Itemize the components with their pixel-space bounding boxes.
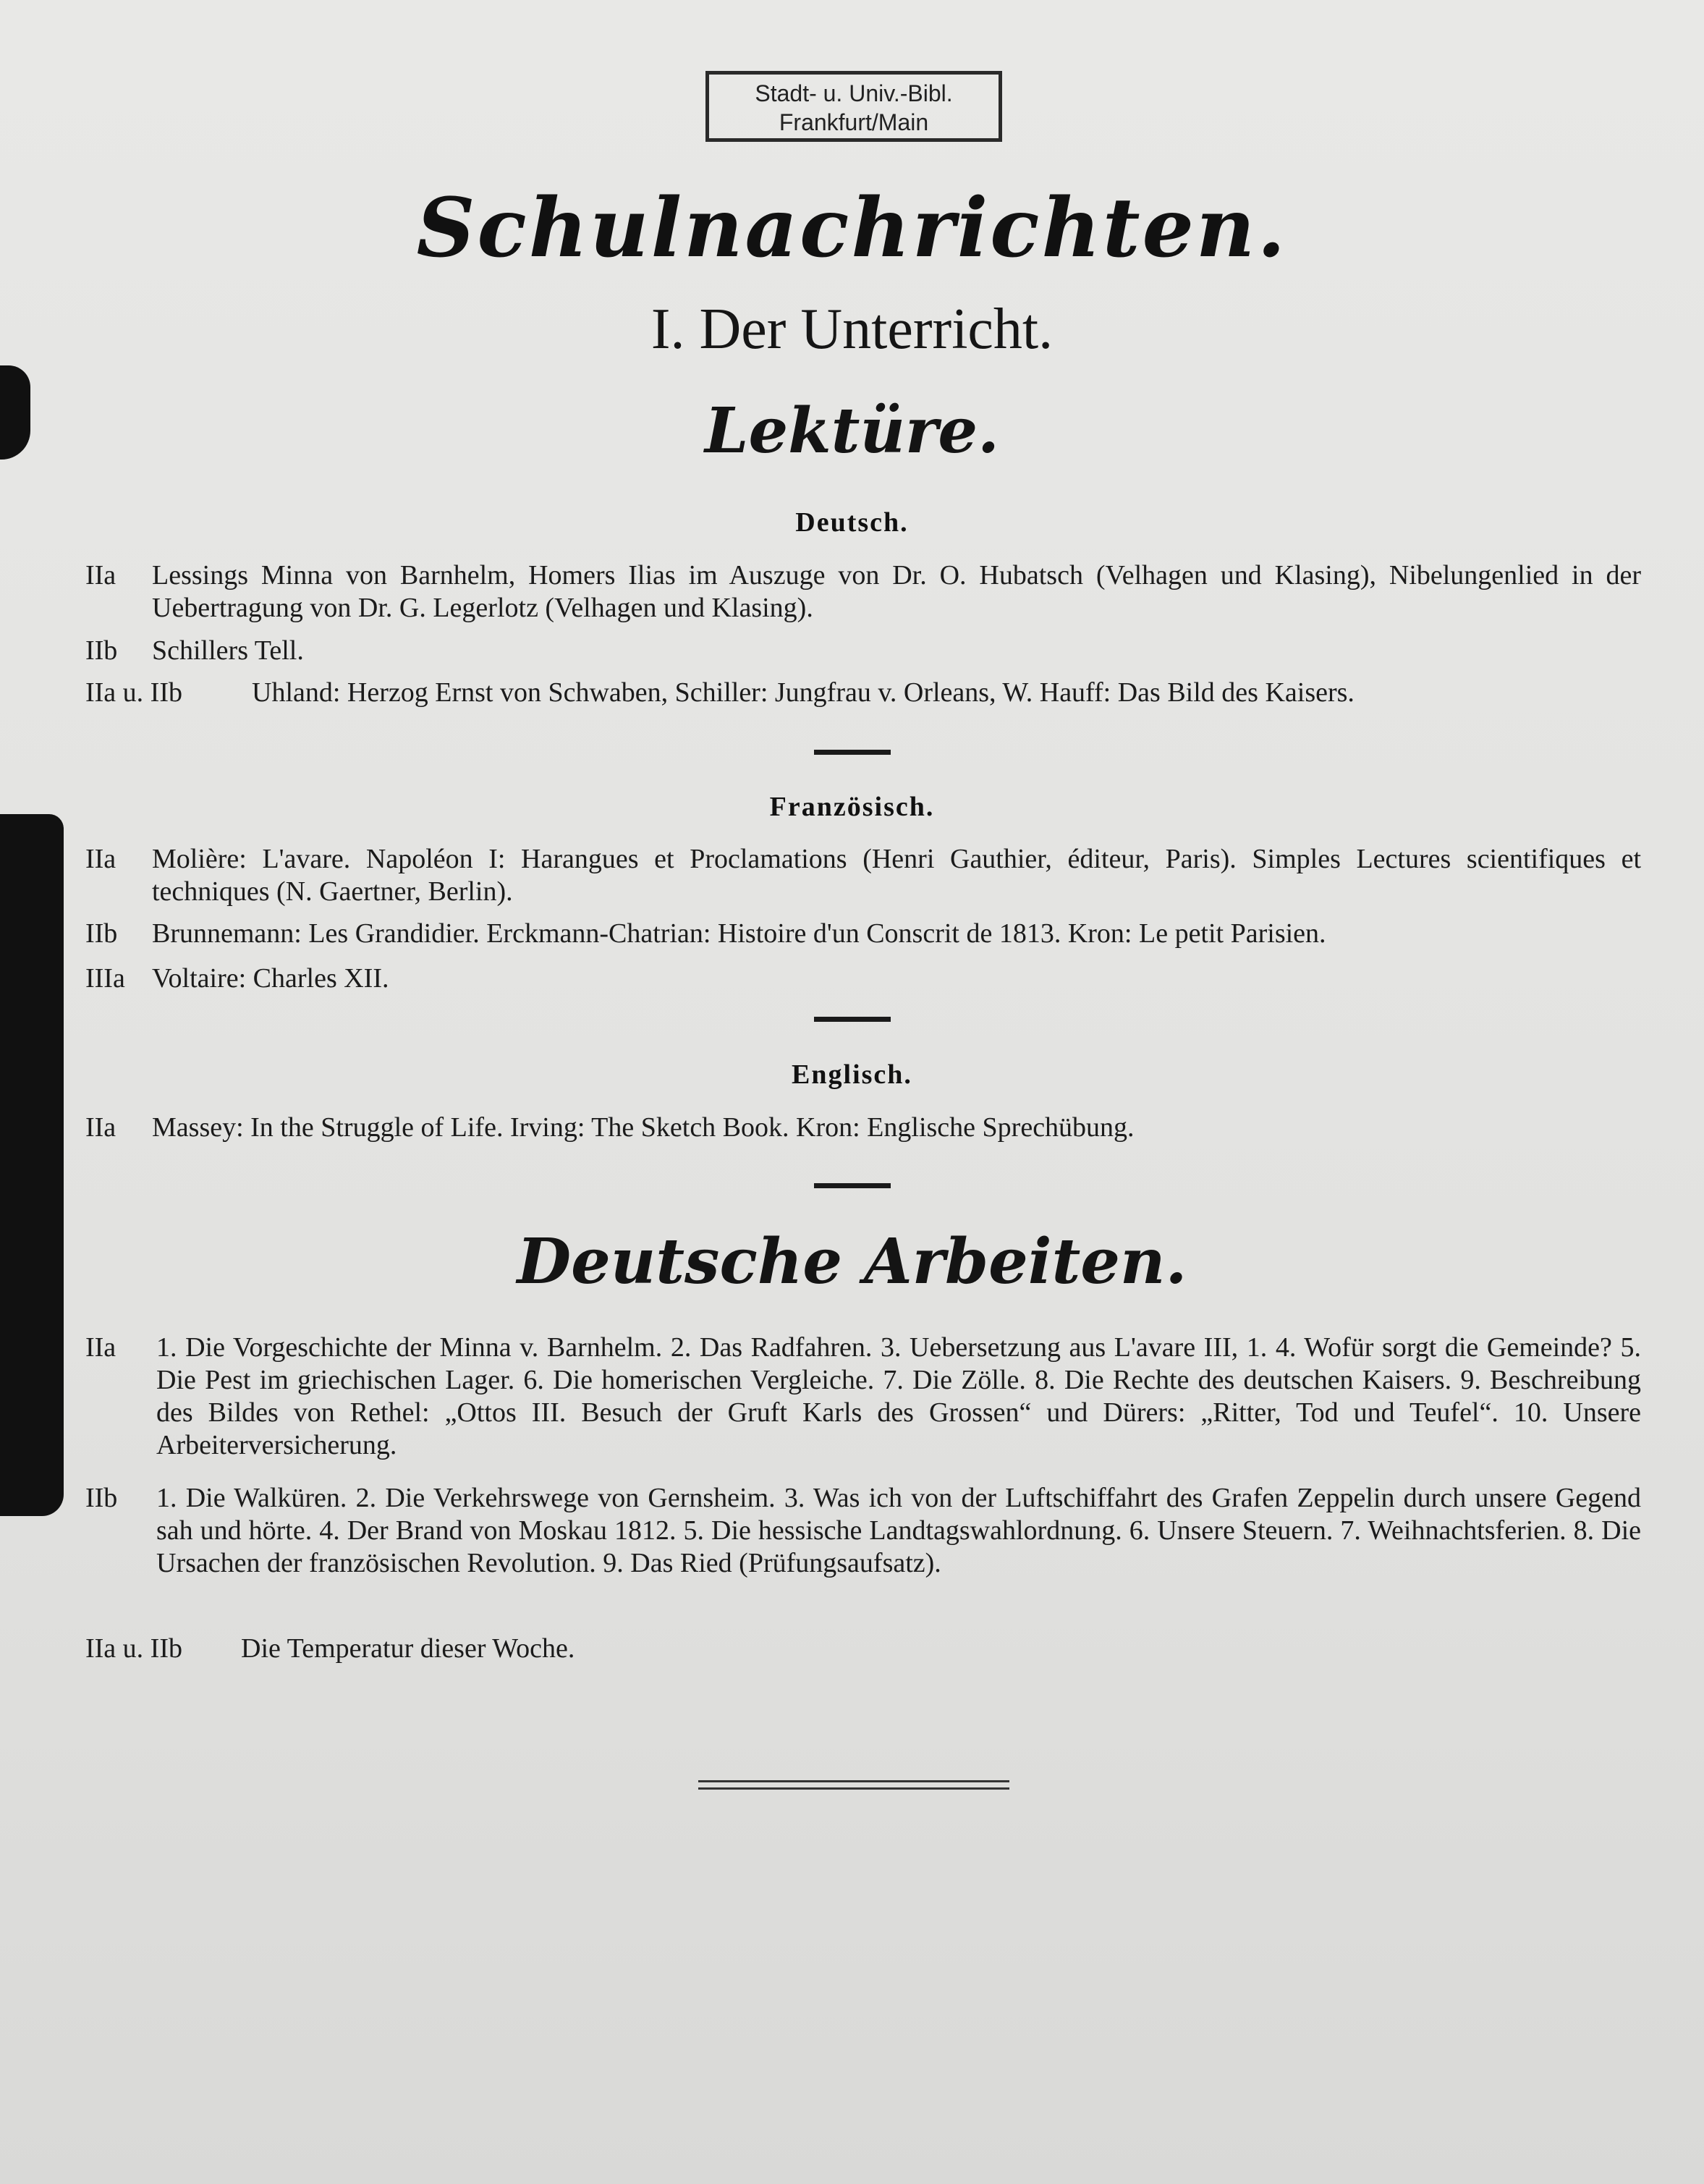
list-item <box>85 559 1641 628</box>
list-item <box>85 962 1641 995</box>
entry-text: Schillers Tell. <box>152 635 304 666</box>
class-label: IIa <box>85 560 116 591</box>
list-item <box>85 1112 1641 1144</box>
list-item <box>85 1482 1641 1616</box>
class-label: IIb <box>85 918 118 949</box>
entry-text: Massey: In the Struggle of Life. Irving: The Sketch Book. Kron: Englische Sprechübung. <box>152 1112 1135 1143</box>
section-heading-deutsch: Deutsch. <box>795 507 909 538</box>
entry-text: Brunnemann: Les Grandidier. Erckmann-Chatrian: Histoire d'un Conscrit de 1813. Kron: Le petit Parisien. <box>152 918 1326 949</box>
end-rule-top <box>698 1780 1009 1782</box>
section-divider <box>814 1017 891 1022</box>
page-subtitle: I. Der Unterricht. <box>650 297 1054 361</box>
entry-text: 1. Die Vorgeschichte der Minna v. Barnhelm. 2. Das Radfahren. 3. Uebersetzung aus L'avare III, 1. 4. Wofür sorgt die Gemeinde? 5. Die Pest im griechischen Lager. 6. Die homerischen Vergleiche. 7. Die Zölle. 8. Die Rechte des deutschen Kaisers. 9. Beschreibung des Bildes von Rethel: „Ottos III. Besuch der Gruft Karls des Grossen“ und Dürers: „Ritter, Tod und Teufel“. 10. Unsere Arbeiterversicherung. <box>156 1332 1641 1460</box>
list-item <box>85 918 1641 950</box>
list-item <box>85 677 1641 709</box>
list-item <box>85 1332 1641 1465</box>
class-label: IIa u. IIb <box>85 677 182 708</box>
list-item <box>85 635 1641 667</box>
class-label: IIb <box>85 1483 118 1513</box>
class-label: IIIa <box>85 963 125 994</box>
section-divider <box>814 1183 891 1188</box>
end-rule-bottom <box>698 1787 1009 1790</box>
section-heading-englisch: Englisch. <box>792 1059 912 1090</box>
class-label: IIb <box>85 635 118 666</box>
class-label: IIa <box>85 1332 116 1363</box>
library-stamp <box>705 71 1002 142</box>
stamp-line-2: Frankfurt/Main <box>779 109 929 135</box>
entry-text: Molière: L'avare. Napoléon I: Harangues et Proclamations (Henri Gauthier, éditeur, Paris). Simples Lectures scientifiques et techniques (N. Gaertner, Berlin). <box>152 844 1641 907</box>
section-heading-franzoesisch: Französisch. <box>769 792 935 822</box>
class-label: IIa u. IIb <box>85 1633 182 1664</box>
class-label: IIa <box>85 1112 116 1143</box>
entry-text: 1. Die Walküren. 2. Die Verkehrswege von Gernsheim. 3. Was ich von der Luftschiffahrt des Grafen Zeppelin durch unsere Gegend sah und hörte. 4. Der Brand von Moskau 1812. 5. Die hessische Landtagswahlordnung. 6. Unsere Steuern. 7. Weihnachtsferien. 8. Die Ursachen der französischen Revolution. 9. Das Ried (Prüfungsaufsatz). <box>156 1483 1641 1578</box>
section-divider <box>814 750 891 755</box>
lekture-heading: Lektüre. <box>705 394 999 467</box>
class-label: IIa <box>85 844 116 874</box>
torn-edge-middle <box>0 814 64 1516</box>
stamp-line-1: Stadt- u. Univ.-Bibl. <box>755 80 953 106</box>
entry-text: Voltaire: Charles XII. <box>152 963 389 994</box>
entry-text: Die Temperatur dieser Woche. <box>241 1633 575 1664</box>
page-title: Schulnachrichten. <box>416 181 1288 276</box>
list-item <box>85 843 1641 912</box>
entry-text: Uhland: Herzog Ernst von Schwaben, Schiller: Jungfrau v. Orleans, W. Hauff: Das Bild des Kaisers. <box>252 677 1355 708</box>
entry-text: Lessings Minna von Barnhelm, Homers Ilias im Auszuge von Dr. O. Hubatsch (Velhagen und Klasing), Nibelungenlied in der Uebertragung von Dr. G. Legerlotz (Velhagen und Klasing). <box>152 560 1641 623</box>
arbeiten-heading: Deutsche Arbeiten. <box>517 1225 1187 1298</box>
list-item <box>85 1633 1641 1665</box>
